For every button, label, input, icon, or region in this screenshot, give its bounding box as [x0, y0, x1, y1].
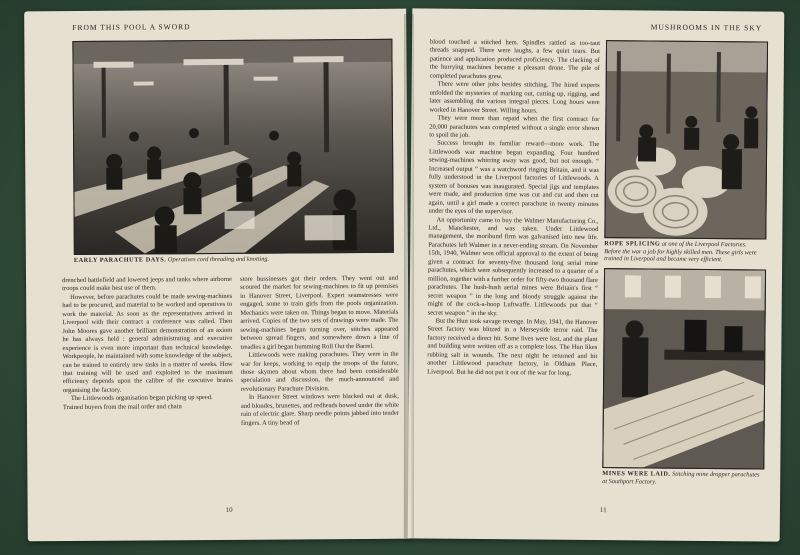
text-column-1 [62, 276, 233, 412]
text-column-right [427, 39, 600, 379]
caption-heading: EARLY PARACHUTE DAYS. [73, 256, 167, 264]
right-page [408, 8, 785, 541]
paragraph: Success brought its familiar reward—more work. The Littlewoods war machine began expanding. Four hundred sewing-machines whirring away was good, but not enough. “ Increased output ” was a watchword ringing Britain, and it was fully understood in the Liverpool factories of Littlewoods. A system of bonuses was inaugurated. Special jigs and templates were made, and production time was cut and cut and then cut again, until a girl made a correct parachute in twenty minutes under the eyes of the supervisor. [428, 140, 600, 216]
photo-caption-left [74, 255, 392, 265]
photo-caption-mines [602, 470, 762, 487]
paragraph: In Hanover Street windows were blacked out at dusk, and blondes, brunettes, and redheads bowed under the white rain of electric glare. Sharp needle points jabbed into tender fingers. A tiny bead of [240, 393, 399, 427]
caption-body: Operatives cord threading and knotting. [167, 255, 270, 264]
book-gutter [404, 14, 414, 538]
running-head-left: FROM THIS POOL A SWORD [72, 22, 191, 33]
paragraph: An opportunity came to buy the Walmer Manufacturing Co., Ltd., Manchester, and was taken. Under Littlewood management, the moribund firm was galvanised into new life. Parachutes left Walmer in a never-ending stream. On November 15th, 1940, Walmer won official approval to the extent of being given a contract for seventy-five thousand long serial mine parachutes, which were subsequently increased to a quarter of a million, together with a further order for fifty-two thousand flare parachutes. The hush-hush aerial mines were Britain's first “ secret weapon ” in the long and bloody struggle against the might of the cock-a-hoop Luftwaffe. Littlewoods put that “ secret weapon ” in the sky. [427, 216, 599, 317]
factory-floor-photo [72, 39, 393, 255]
paragraph: They were more than repaid when the first contract for 20,000 parachutes was completed without a single error shown to spoil the job. [429, 114, 600, 139]
running-head-right: MUSHROOMS IN THE SKY [650, 22, 763, 33]
paragraph: But the Hun took savage revenge. In May, 1941, the Hanover Street factory was blitzed in a Merseyside terror raid. The factory received a direct hit. Some lives were lost, and the plant and building were written off as a complete loss. The Hun likes rubbing salt in wounds. The next night he returned and hit another Littlewood parachute factory, in Oldham Place, Liverpool. But he did not put it out of the war for long. [427, 317, 598, 377]
caption-heading: ROPE SPLICING [604, 240, 661, 248]
caption-heading: MINES WERE LAID. [602, 470, 671, 478]
paragraph: Littlewoods were making parachutes. They were in the war for keeps, working to equip the troops of the future, those skymen about whom there had been considerable speculation and discussion, the much-announced and revolutionary Parachute Division. [240, 350, 399, 393]
left-page [24, 9, 410, 542]
page-number-left: 10 [225, 505, 233, 514]
page-number-right: 11 [599, 506, 607, 515]
paragraph: drenched battlefield and lowered jeeps and tanks where airborne troops could make best use of them. [62, 275, 233, 293]
paragraph: However, before parachutes could be made sewing-machines had to be procured, and material to be worked and operatives to work the material. As soon as the representatives arrived in Liverpool with their contract a conference was called. Then John Moores gave another brilliant demonstration of an axiom he has always held : general administrating and executive experience is even more important than technical knowledge. Workpeople, he maintained with some knowledge of the subject, can be trained to entirely new tasks in a matter of weeks. How that training will be used and exploited to the maximum efficiency depends upon the calibre of the executive brains organising the factory. [62, 292, 233, 394]
paragraph: blood touched a stitched hem. Spindles rattled as too-taut threads snapped. There were laughs, a few quiet tears. But patience and application produced proficiency. The clacking of the hurrying machines became a pleasant drone. The pile of completed parachutes grew. [429, 38, 601, 80]
caption-body: at one of the Liverpool Factories. Before the war a job for highly skilled men. These girls were trained in Liverpool and became very efficient. [604, 240, 757, 264]
caption-body: Stitching mine dropper parachutes at Southport Factory. [602, 470, 760, 486]
sewing-machine-photo [602, 268, 766, 469]
text-column-2 [240, 275, 399, 428]
paragraph: There were other jobs besides stitching. The hired experts unfolded the mysteries of marking out, cutting up, rigging, and later assembling the various integral pieces. Long hours were worked in Hanover Street. Willing hours. [429, 80, 600, 115]
paragraph: Trained buyers from the mail order and chain [62, 403, 182, 411]
paragraph: The Littlewoods organisation began picking up speed. [70, 394, 213, 403]
paragraph: store bussinesses got their orders. They went out and scoured the market for sewing-machines to fit up premises in Hanover Street, Liverpool. Expert seamstresses were engaged, some to train girls from the pools organization. Mechanics were taken on. Things began to move. Materials arrived. Copies of the two sets of drawings were made. The sewing-machines began turning over, stitches appeared between spread fingers, and somewhere down a line of treadles a girl began humming Roll Out the Barrel. [240, 274, 399, 351]
photo-caption-rope [604, 240, 764, 264]
rope-splicing-photo [604, 40, 768, 239]
magazine-spread [18, 10, 790, 542]
